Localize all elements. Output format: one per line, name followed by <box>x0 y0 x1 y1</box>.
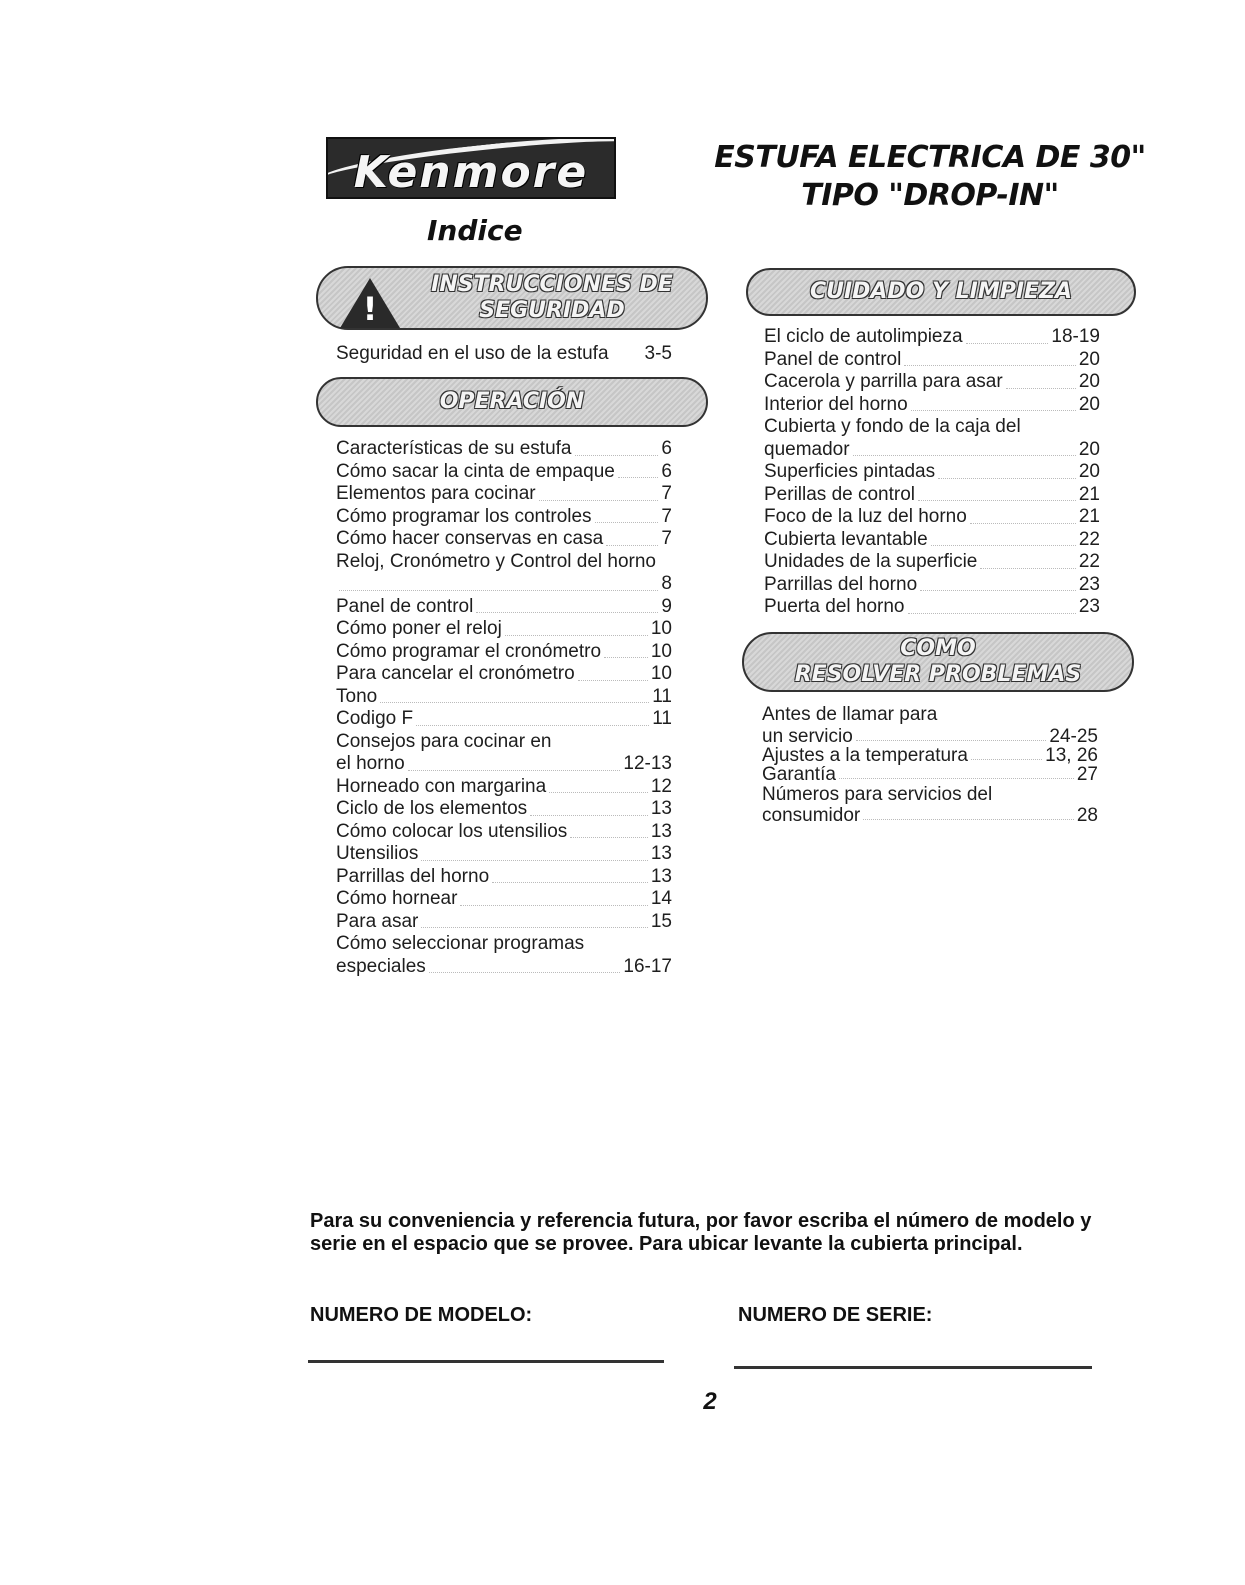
entry-title: Cacerola y parrilla para asar <box>764 371 1003 392</box>
entry-title: Consejos para cocinar en <box>336 730 552 752</box>
toc-entry <box>336 438 672 461</box>
leader-dots <box>421 860 647 861</box>
leader-dots <box>539 500 659 501</box>
entry-page: 9 <box>661 595 672 617</box>
leader-dots <box>931 545 1076 546</box>
toc-entry <box>764 551 1100 574</box>
safety-entries <box>336 343 672 366</box>
leader-dots <box>918 500 1076 501</box>
leader-dots <box>606 545 658 546</box>
toc-entry <box>764 371 1100 394</box>
toc-entry <box>336 663 672 686</box>
entry-page: 21 <box>1078 506 1100 527</box>
leader-dots <box>908 613 1076 614</box>
entry-title: Interior del horno <box>764 393 908 415</box>
operation-banner-label: OPERACIÓN <box>439 389 585 414</box>
entry-page: 10 <box>650 663 672 684</box>
entry-title: Horneado con margarina <box>336 775 547 797</box>
operation-entries <box>336 438 672 978</box>
leader-dots <box>339 590 658 591</box>
entry-title: Cubierta levantable <box>764 528 928 550</box>
page-number: 2 <box>703 1388 717 1415</box>
leader-dots <box>839 778 1074 779</box>
leader-dots <box>971 759 1042 760</box>
toc-entry <box>764 484 1100 507</box>
entry-page: 10 <box>650 618 672 639</box>
entry-page: 20 <box>1078 393 1100 415</box>
entry-page: 24-25 <box>1049 725 1098 747</box>
entry-page: 6 <box>661 438 672 459</box>
leader-dots <box>408 770 621 771</box>
leader-dots <box>578 680 648 681</box>
entry-title: especiales <box>336 955 426 977</box>
safety-banner <box>316 266 708 330</box>
leader-dots <box>938 478 1076 479</box>
entry-page: 11 <box>652 708 672 729</box>
leader-dots <box>1006 388 1076 389</box>
entry-title: Cómo programar los controles <box>336 505 592 527</box>
entry-title: Garantía <box>762 763 836 785</box>
toc-entry <box>764 529 1100 552</box>
entry-page: 20 <box>1078 438 1100 460</box>
leader-dots <box>549 792 648 793</box>
safety-banner-label <box>431 272 673 324</box>
troubleshoot-banner-label <box>795 636 1082 688</box>
toc-entry <box>336 573 672 596</box>
entry-page: 7 <box>661 483 672 504</box>
toc-entry <box>336 956 672 979</box>
safety-banner-line1: INSTRUCCIONES DE <box>431 272 673 297</box>
toc-entry <box>336 506 672 529</box>
entry-page: 20 <box>1078 348 1100 370</box>
toc-entry <box>336 461 672 484</box>
leader-dots <box>920 590 1076 591</box>
toc-entry <box>764 461 1100 484</box>
toc-entry <box>336 641 672 664</box>
troubleshoot-banner-line1: COMO <box>900 636 976 661</box>
leader-dots <box>416 725 649 726</box>
leader-dots <box>505 635 648 636</box>
serial-number-line <box>734 1366 1092 1369</box>
toc-entry <box>336 888 672 911</box>
entry-page: 18-19 <box>1051 326 1100 347</box>
entry-title: un servicio <box>762 725 853 747</box>
document-title-line2: TIPO "DROP-IN" <box>801 178 1059 213</box>
entry-page: 12-13 <box>623 753 672 774</box>
document-title <box>710 139 1150 215</box>
entry-page: 12 <box>650 775 672 797</box>
toc-entry <box>336 483 672 506</box>
entry-title: Codigo F <box>336 708 414 729</box>
entry-title: Foco de la luz del horno <box>764 506 967 527</box>
leader-dots <box>530 815 648 816</box>
entry-title: Características de su estufa <box>336 438 572 459</box>
toc-entry <box>764 326 1100 349</box>
toc-entry <box>336 843 672 866</box>
toc-entry <box>336 596 672 619</box>
entry-title: Cómo poner el reloj <box>336 618 502 639</box>
entry-title: Ciclo de los elementos <box>336 798 528 819</box>
troubleshoot-banner <box>742 632 1134 692</box>
warning-exclamation: ! <box>362 290 378 328</box>
toc-entry <box>336 911 672 934</box>
entry-title: Números para servicios del <box>762 783 993 805</box>
leader-dots <box>575 455 659 456</box>
entry-title: Panel de control <box>336 595 474 617</box>
registration-note: Para su conveniencia y referencia futura, por favor escriba el número de modelo y serie en el espacio que se provee. Para ubicar levante la cubierta principal. <box>310 1210 1092 1255</box>
entry-page: 14 <box>650 888 672 909</box>
entry-title: El ciclo de autolimpieza <box>764 326 963 347</box>
entry-page: 11 <box>652 685 672 707</box>
entry-page: 8 <box>661 573 672 594</box>
toc-entry <box>336 753 672 776</box>
entry-title: Cómo sacar la cinta de empaque <box>336 460 615 482</box>
entry-title: Cómo colocar los utensilios <box>336 820 568 842</box>
leader-dots <box>476 612 658 613</box>
entry-page: 7 <box>661 528 672 549</box>
entry-title: Tono <box>336 685 378 707</box>
operation-banner <box>316 377 708 427</box>
toc-entry <box>764 574 1100 597</box>
entry-page: 22 <box>1078 528 1100 550</box>
leader-dots <box>429 972 621 973</box>
toc-entry <box>336 821 672 844</box>
care-banner <box>746 268 1136 316</box>
leader-dots <box>856 740 1047 741</box>
entry-title: Reloj, Cronómetro y Control del horno <box>336 550 656 572</box>
leader-dots <box>911 410 1076 411</box>
toc-entry <box>764 394 1100 417</box>
safety-banner-line2: SEGURIDAD <box>479 298 625 323</box>
toc-entry <box>764 506 1100 529</box>
entry-title: Cubierta y fondo de la caja del <box>764 416 1021 437</box>
toc-entry <box>762 727 1098 746</box>
entry-title: consumidor <box>762 804 861 826</box>
leader-dots <box>380 702 649 703</box>
entry-title: Perillas de control <box>764 483 916 505</box>
entry-title: Cómo seleccionar programas <box>336 933 585 954</box>
leader-dots <box>980 568 1076 569</box>
toc-entry <box>336 776 672 799</box>
entry-title: Parrillas del horno <box>764 573 918 595</box>
entry-page: 6 <box>661 460 672 482</box>
brand-name: Kenmore <box>353 147 589 198</box>
entry-page: 13 <box>650 843 672 864</box>
leader-dots <box>570 837 648 838</box>
leader-dots <box>618 477 659 478</box>
toc-entry <box>762 765 1098 784</box>
leader-dots <box>853 455 1076 456</box>
entry-title: Para cancelar el cronómetro <box>336 663 575 684</box>
leader-dots <box>904 365 1076 366</box>
entry-title: quemador <box>764 438 850 460</box>
leader-dots <box>421 927 647 928</box>
entry-page: 10 <box>650 640 672 662</box>
entry-title: Para asar <box>336 910 419 932</box>
entry-title: Cómo hacer conservas en casa <box>336 528 604 549</box>
entry-title: Antes de llamar para <box>762 704 938 725</box>
toc-entry <box>336 343 672 366</box>
entry-title: Cómo hornear <box>336 888 458 909</box>
toc-entry <box>336 528 672 551</box>
toc-entry <box>336 798 672 821</box>
entry-page: 22 <box>1078 551 1100 572</box>
toc-entry <box>336 708 672 731</box>
entry-page: 13 <box>650 865 672 887</box>
entry-title: Puerta del horno <box>764 596 905 617</box>
entry-page: 3-5 <box>644 343 672 364</box>
entry-title: Unidades de la superficie <box>764 551 978 572</box>
entry-page: 13 <box>650 798 672 819</box>
entry-page: 28 <box>1076 804 1098 826</box>
entry-title: Elementos para cocinar <box>336 483 536 504</box>
leader-dots <box>460 905 647 906</box>
entry-title: Superficies pintadas <box>764 461 936 482</box>
troubleshoot-banner-line2: RESOLVER PROBLEMAS <box>794 662 1082 687</box>
serial-number-label: NUMERO DE SERIE: <box>738 1304 933 1326</box>
entry-page: 20 <box>1078 371 1100 392</box>
entry-title: Ajustes a la temperatura <box>762 744 968 766</box>
entry-page: 20 <box>1078 461 1100 482</box>
entry-page: 15 <box>650 910 672 932</box>
entry-page: 27 <box>1076 763 1098 785</box>
troubleshoot-entries <box>762 704 1098 825</box>
entry-page: 16-17 <box>623 955 672 977</box>
entry-page: 23 <box>1078 573 1100 595</box>
leader-dots <box>595 522 659 523</box>
toc-entry <box>764 439 1100 462</box>
entry-page: 13 <box>650 820 672 842</box>
entry-title: Cómo programar el cronómetro <box>336 640 602 662</box>
entry-title: Panel de control <box>764 348 902 370</box>
entry-title: Utensilios <box>336 843 419 864</box>
toc-entry <box>762 806 1098 825</box>
leader-dots <box>604 657 648 658</box>
entry-title: el horno <box>336 753 405 774</box>
model-number-line <box>308 1360 664 1363</box>
leader-dots <box>966 343 1049 344</box>
entry-title: Parrillas del horno <box>336 865 490 887</box>
entry-title: Seguridad en el uso de la estufa <box>336 343 609 364</box>
leader-dots <box>970 523 1076 524</box>
toc-entry <box>764 596 1100 619</box>
toc-entry <box>764 349 1100 372</box>
toc-entry <box>336 686 672 709</box>
toc-entry <box>336 866 672 889</box>
entry-page: 21 <box>1078 483 1100 505</box>
kenmore-logo <box>326 137 616 199</box>
entry-page: 7 <box>661 505 672 527</box>
entry-page: 23 <box>1078 596 1100 617</box>
care-banner-label: CUIDADO Y LIMPIEZA <box>809 279 1073 304</box>
model-number-label: NUMERO DE MODELO: <box>310 1304 533 1326</box>
entry-page: 13, 26 <box>1045 744 1098 766</box>
care-entries <box>764 326 1100 619</box>
leader-dots <box>492 882 648 883</box>
leader-dots <box>863 819 1074 820</box>
document-title-line1: ESTUFA ELECTRICA DE 30" <box>714 140 1146 175</box>
toc-entry <box>336 618 672 641</box>
toc-entry <box>762 746 1098 765</box>
index-title: Indice <box>427 214 523 247</box>
